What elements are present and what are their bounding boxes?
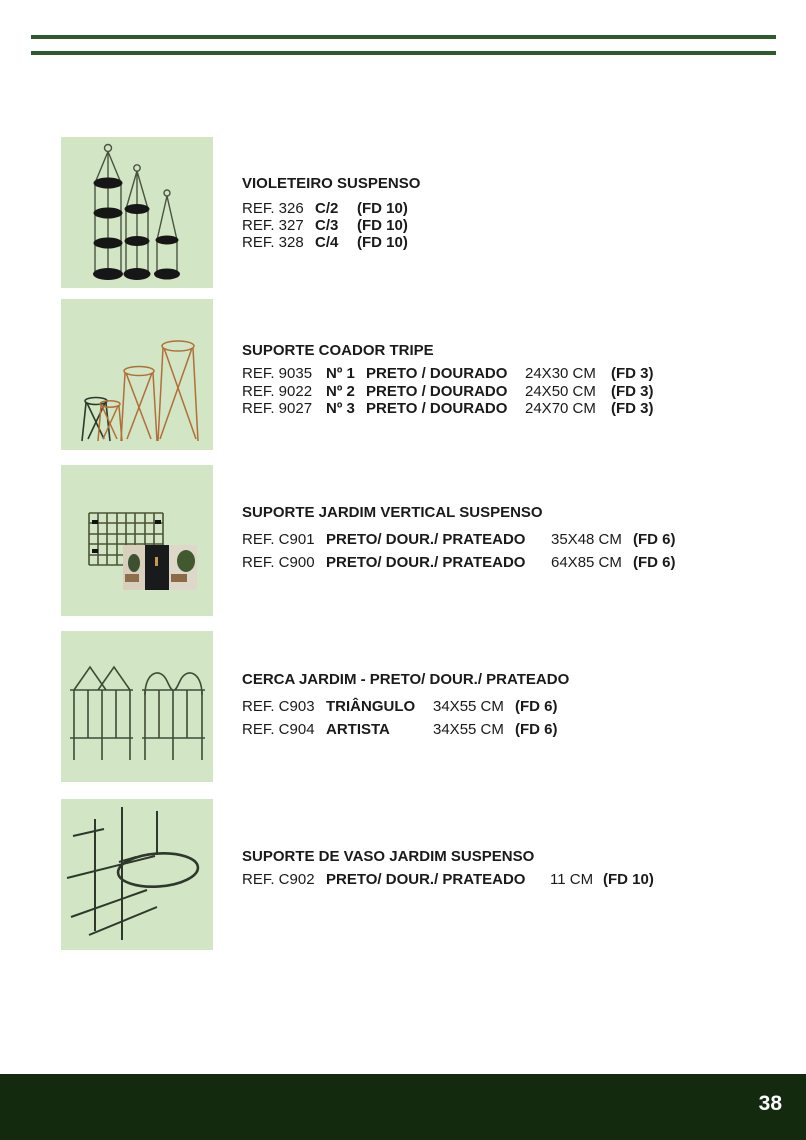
product-title: VIOLETEIRO SUSPENSO xyxy=(242,175,421,192)
tripod-plant-stands-illustration xyxy=(61,299,213,450)
finish: PRETO / DOURADO xyxy=(366,382,508,400)
packing: (FD 6) xyxy=(515,721,558,738)
ref-code: REF. C904 xyxy=(242,721,315,738)
spec-row xyxy=(242,218,408,235)
variant: C/2 xyxy=(315,200,339,217)
ref-code: REF. C900 xyxy=(242,554,315,571)
product-title: SUPORTE COADOR TRIPE xyxy=(242,342,434,359)
product-image-panel-1 xyxy=(61,137,213,288)
footer-bar xyxy=(0,1074,806,1140)
hanging-planters-illustration xyxy=(61,137,213,288)
product-image-panel-3 xyxy=(61,465,213,616)
ref-code: REF. 327 xyxy=(242,216,304,234)
spec-row xyxy=(242,695,558,718)
finish: PRETO / DOURADO xyxy=(366,365,508,382)
packing: (FD 3) xyxy=(611,365,654,382)
pot-ring-holder-illustration xyxy=(61,799,213,950)
finish: PRETO/ DOUR./ PRATEADO xyxy=(326,531,526,548)
ref-code: REF. 9022 xyxy=(242,382,313,400)
packing: (FD 6) xyxy=(515,698,558,715)
packing: (FD 10) xyxy=(603,871,654,888)
finish: PRETO/ DOUR./ PRATEADO xyxy=(326,871,526,888)
model: TRIÂNGULO xyxy=(326,698,416,715)
dimensions: 24X30 CM xyxy=(525,365,596,382)
packing: (FD 3) xyxy=(611,400,654,418)
spec-row xyxy=(242,718,558,741)
product-title: CERCA JARDIM - PRETO/ DOUR./ PRATEADO xyxy=(242,671,570,688)
dimensions: 11 CM xyxy=(550,871,594,888)
product-specs xyxy=(242,201,408,251)
top-rule-1 xyxy=(31,35,776,39)
ref-code: REF. 326 xyxy=(242,200,304,217)
product-specs xyxy=(242,871,654,888)
ref-code: REF. C902 xyxy=(242,871,315,888)
dimensions: 34X55 CM xyxy=(433,721,504,738)
product-specs xyxy=(242,365,654,418)
product-image-panel-2 xyxy=(61,299,213,450)
size-number: Nº 2 xyxy=(326,382,355,400)
product-image-panel-5 xyxy=(61,799,213,950)
dimensions: 24X50 CM xyxy=(525,382,596,400)
spec-row xyxy=(242,365,654,383)
packing: (FD 3) xyxy=(611,382,654,400)
spec-row xyxy=(242,871,654,888)
finish: PRETO/ DOUR./ PRATEADO xyxy=(326,554,526,571)
ref-code: REF. C901 xyxy=(242,531,315,548)
size-number: Nº 1 xyxy=(326,365,355,382)
ref-code: REF. C903 xyxy=(242,698,315,715)
dimensions: 34X55 CM xyxy=(433,698,504,715)
model: ARTISTA xyxy=(326,721,390,738)
variant: C/4 xyxy=(315,233,339,251)
packing: (FD 6) xyxy=(633,531,676,548)
ref-code: REF. 328 xyxy=(242,233,304,251)
spec-row xyxy=(242,235,408,252)
spec-row xyxy=(242,400,654,418)
packing: (FD 10) xyxy=(357,233,408,251)
product-title: SUPORTE JARDIM VERTICAL SUSPENSO xyxy=(242,504,543,521)
dimensions: 35X48 CM xyxy=(551,531,622,548)
wire-grid-panel-illustration xyxy=(61,465,213,616)
product-title: SUPORTE DE VASO JARDIM SUSPENSO xyxy=(242,848,535,865)
spec-row xyxy=(242,551,676,574)
garden-fence-panels-illustration xyxy=(61,631,213,782)
product-image-panel-4 xyxy=(61,631,213,782)
ref-code: REF. 9027 xyxy=(242,400,313,418)
product-specs xyxy=(242,528,676,574)
packing: (FD 10) xyxy=(357,216,408,234)
dimensions: 24X70 CM xyxy=(525,400,596,418)
packing: (FD 10) xyxy=(357,200,408,217)
dimensions: 64X85 CM xyxy=(551,554,622,571)
page-number: 38 xyxy=(758,1092,782,1115)
spec-row xyxy=(242,201,408,218)
spec-row xyxy=(242,383,654,401)
spec-row xyxy=(242,528,676,551)
top-rule-2 xyxy=(31,51,776,55)
finish: PRETO / DOURADO xyxy=(366,400,508,418)
product-specs xyxy=(242,695,558,741)
ref-code: REF. 9035 xyxy=(242,365,313,382)
variant: C/3 xyxy=(315,216,339,234)
size-number: Nº 3 xyxy=(326,400,355,418)
packing: (FD 6) xyxy=(633,554,676,571)
